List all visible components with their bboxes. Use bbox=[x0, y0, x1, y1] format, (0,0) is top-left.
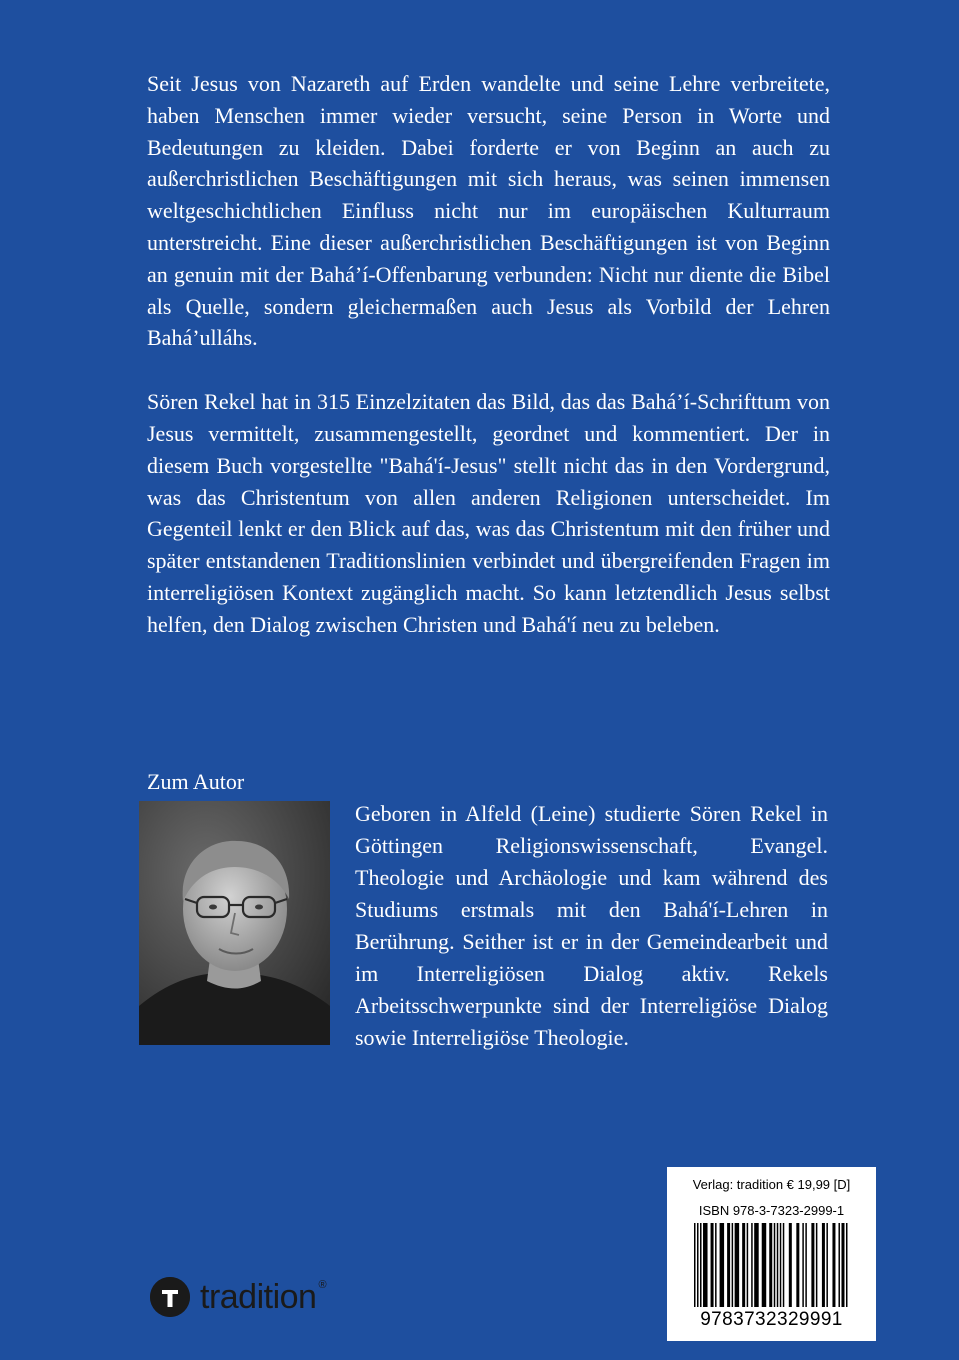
barcode-bar bbox=[742, 1223, 745, 1307]
barcode-bar bbox=[832, 1223, 835, 1307]
barcode-bar bbox=[789, 1223, 792, 1307]
barcode-bar bbox=[769, 1223, 772, 1307]
back-cover-blurb bbox=[147, 68, 830, 673]
author-photo bbox=[139, 801, 330, 1045]
barcode-bar bbox=[822, 1223, 825, 1307]
barcode-bar bbox=[697, 1223, 699, 1307]
barcode-bar bbox=[838, 1223, 840, 1307]
tradition-t-circle-icon bbox=[150, 1277, 190, 1317]
blurb-paragraph-2: Sören Rekel hat in 315 Einzelzitaten das Bild, das das Bahá’í-Schrifttum von Jesus vermittelt, zusammengestellt, geordnet und kommentiert. Der in diesem Buch vorgestellte "Bahá'í-Jesus" stellt nicht das in den Vordergrund, was das Christentum von allen anderen Religionen unterscheidet. Im Gegenteil lenkt er den Blick auf das, was das Christentum mit den früher und später entstandenen Traditionslinien verbindet und übergreifenden Fragen im interreligiösen Kontext zugänglich macht. So kann letztendlich Jesus selbst helfen, den Dialog zwischen Christen und Bahá'í neu zu beleben. bbox=[147, 389, 830, 637]
barcode-bar bbox=[727, 1223, 730, 1307]
barcode-bar bbox=[780, 1223, 782, 1307]
barcode-bar bbox=[715, 1223, 717, 1307]
barcode-bar bbox=[816, 1223, 818, 1307]
barcode-bar bbox=[796, 1223, 799, 1307]
barcode-bar bbox=[777, 1223, 779, 1307]
author-bio: Geboren in Alfeld (Leine) studierte Sören Rekel in Göttingen Religionswissenschaft, Evangel. Theologie und Archäologie und kam während des Studiums erstmals mit den Bahá'í-Lehren in Berührung. Seither ist er in der Gemeindearbeit und im Interreligiösen Dialog aktiv. Rekels Arbeitsschwerpunkte sind der Interreligiöse Dialog sowie Interreligiöse Theologie. bbox=[355, 801, 828, 1050]
registered-mark: ® bbox=[318, 1279, 327, 1291]
barcode-bar bbox=[711, 1223, 714, 1307]
barcode-bar bbox=[841, 1223, 844, 1307]
author-heading: Zum Autor bbox=[147, 769, 245, 794]
barcode-bar bbox=[846, 1223, 848, 1307]
barcode-bar bbox=[694, 1223, 696, 1307]
barcode-bar bbox=[732, 1223, 734, 1307]
barcode-bar bbox=[720, 1223, 725, 1307]
barcode-bar bbox=[747, 1223, 749, 1307]
publisher-logo bbox=[150, 1273, 327, 1321]
barcode-digits: 9783732329991 bbox=[700, 1309, 843, 1330]
barcode-bar bbox=[762, 1223, 767, 1307]
barcode-bar bbox=[703, 1223, 708, 1307]
barcode-bar bbox=[751, 1223, 753, 1307]
barcode-bar bbox=[802, 1223, 804, 1307]
barcode-bar bbox=[826, 1223, 828, 1307]
barcode-bar bbox=[805, 1223, 807, 1307]
author-portrait bbox=[139, 801, 330, 1045]
isbn-barcode-box bbox=[667, 1167, 876, 1341]
publisher-name: tradition bbox=[200, 1277, 317, 1316]
barcode-bars bbox=[694, 1223, 849, 1307]
barcode-bar bbox=[783, 1223, 785, 1307]
blurb-paragraph-1: Seit Jesus von Nazareth auf Erden wandelte und seine Lehre verbreitete, haben Menschen immer wieder versucht, seine Person in Worte und Bedeutungen zu kleiden. Dabei forderte er von Beginn an auch zu außerchristlichen Beschäftigungen mit sich heraus, was seinen immensen weltgeschichtlichen Einfluss nicht nur im europäischen Kulturraum unterstreicht. Eine dieser außerchristlichen Beschäftigungen ist von Beginn an genuin mit der Bahá’í-Offenbarung verbunden: Nicht nur diente die Bibel als Quelle, sondern gleichermaßen auch Jesus als Vorbild der Lehren Bahá’ulláhs. bbox=[147, 71, 830, 351]
barcode-bar bbox=[700, 1223, 702, 1307]
barcode-bar bbox=[774, 1223, 776, 1307]
barcode-bar bbox=[754, 1223, 759, 1307]
barcode-bar bbox=[811, 1223, 814, 1307]
publisher-price-line: Verlag: tradition € 19,99 [D] bbox=[692, 1177, 851, 1192]
barcode-bar bbox=[735, 1223, 740, 1307]
isbn-line: ISBN 978-3-7323-2999-1 bbox=[698, 1203, 845, 1218]
